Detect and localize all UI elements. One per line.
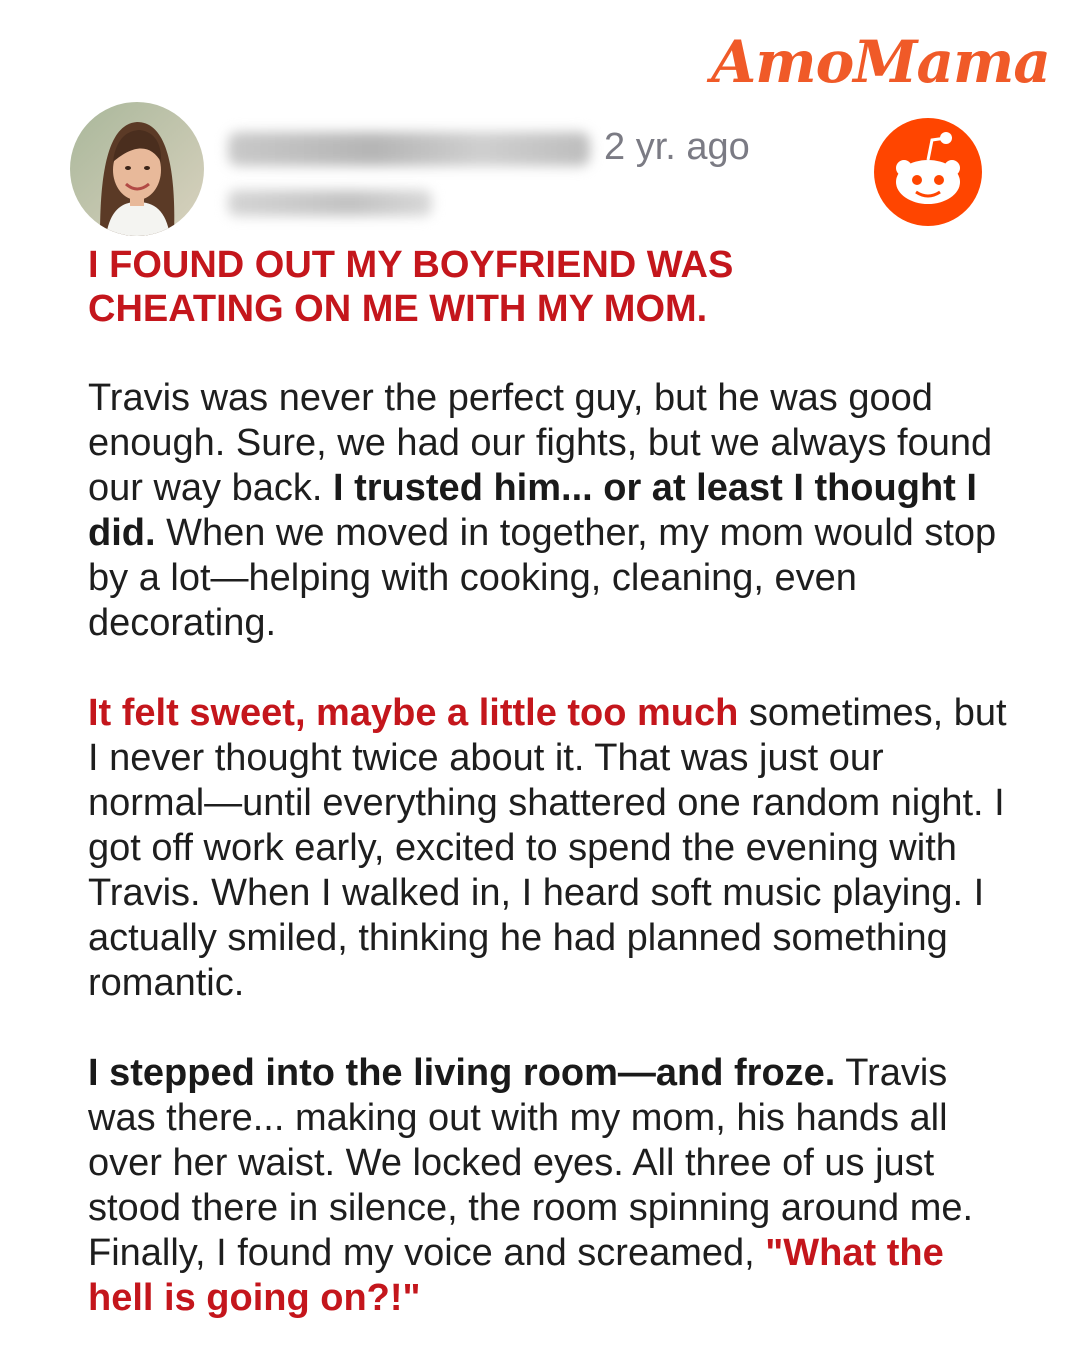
post-timestamp: 2 yr. ago <box>604 126 750 168</box>
title-line-2: CHEATING ON ME WITH MY MOM. <box>88 288 708 330</box>
title-line-1: I FOUND OUT MY BOYFRIEND WAS <box>88 244 734 286</box>
paragraph-1 <box>88 376 1008 646</box>
story-body <box>88 376 1008 1366</box>
reddit-logo-icon <box>872 116 984 228</box>
p3-highlight: "What the hell is going on?!" <box>88 1232 944 1319</box>
p1-tail: When we moved in together, my mom would stop by a lot—helping with cooking, cleaning, even decorating. <box>88 512 997 644</box>
amomama-logo: AmoMama <box>711 28 1050 96</box>
post-title <box>88 243 988 331</box>
avatar[interactable] <box>70 102 204 236</box>
username-redacted <box>228 132 590 166</box>
p2-tail: sometimes, but I never thought twice about it. That was just our normal—until everything shattered one random night. I got off work early, excited to spend the evening with Travis. When I walked in, I heard soft music playing. I actually smiled, thinking he had planned something romantic. <box>88 692 1007 1004</box>
p1-lead: Travis was never the perfect guy, but he was good enough. Sure, we had our fights, but we always found our way back. <box>88 377 993 509</box>
paragraph-2 <box>88 691 1008 1006</box>
subreddit-redacted <box>228 190 432 216</box>
paragraph-3 <box>88 1051 1008 1321</box>
reddit-icon[interactable] <box>872 116 984 228</box>
p2-highlight: It felt sweet, maybe a little too much <box>88 692 739 734</box>
user-avatar-photo-icon <box>70 102 204 236</box>
p1-bold: I trusted him... or at least I thought I did. <box>88 467 977 554</box>
p3-bold: I stepped into the living room—and froze. <box>88 1052 836 1094</box>
p3-tail: Travis was there... making out with my mom, his hands all over her waist. We locked eyes. All three of us just stood there in silence, the room spinning around me. Finally, I found my voice and screamed, <box>88 1052 974 1274</box>
